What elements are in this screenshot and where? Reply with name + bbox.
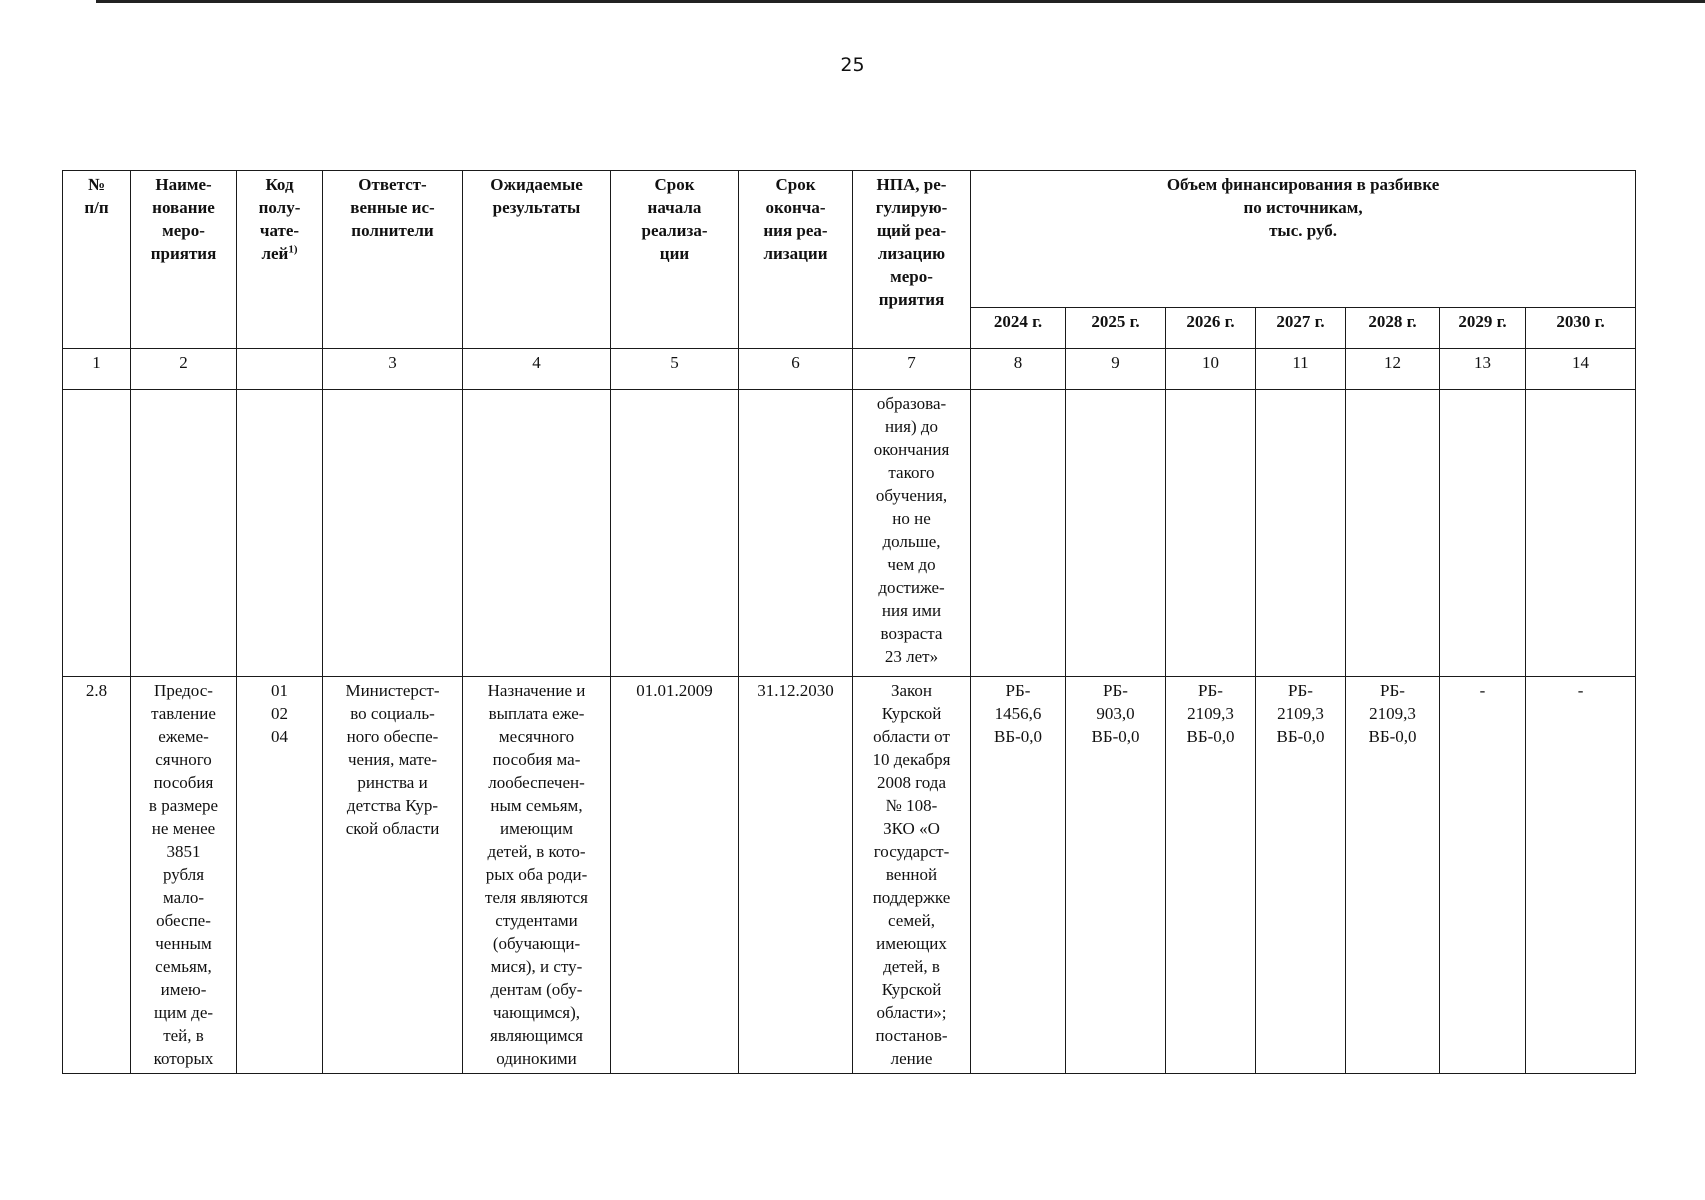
header-year-2030: 2030 г. bbox=[1526, 308, 1636, 349]
header-year-2025: 2025 г. bbox=[1066, 308, 1166, 349]
cont-responsible bbox=[323, 390, 463, 677]
row-funding-2029: - bbox=[1440, 677, 1526, 1074]
colnum-14: 14 bbox=[1526, 349, 1636, 390]
colnum-1: 1 bbox=[63, 349, 131, 390]
cont-2026 bbox=[1166, 390, 1256, 677]
continuation-row bbox=[63, 390, 1636, 677]
cont-start bbox=[611, 390, 739, 677]
colnum-9: 9 bbox=[1066, 349, 1166, 390]
row-funding-2030: - bbox=[1526, 677, 1636, 1074]
header-code-footnote: 1) bbox=[288, 243, 298, 256]
colnum-7: 7 bbox=[853, 349, 971, 390]
header-num: № п/п bbox=[63, 171, 131, 349]
row-responsible: Министерст- во социаль- ного обеспе- чения, мате- ринства и детства Кур- ской области bbox=[323, 677, 463, 1074]
header-year-2027: 2027 г. bbox=[1256, 308, 1346, 349]
row-name: Предос- тавление ежеме- сячного пособия в размере не менее 3851 рубля мало- обеспе- ченным семьям, имею- щим де- тей, в которых bbox=[131, 677, 237, 1074]
cont-end bbox=[739, 390, 853, 677]
cont-name bbox=[131, 390, 237, 677]
cont-2030 bbox=[1526, 390, 1636, 677]
row-funding-2025: РБ- 903,0 ВБ-0,0 bbox=[1066, 677, 1166, 1074]
colnum-5: 5 bbox=[611, 349, 739, 390]
header-code-text: Код полу- чате- лей bbox=[258, 175, 301, 263]
header-funding: Объем финансирования в разбивке по источникам, тыс. руб. bbox=[971, 171, 1636, 308]
colnum-blank bbox=[237, 349, 323, 390]
cont-code bbox=[237, 390, 323, 677]
row-code: 01 02 04 bbox=[237, 677, 323, 1074]
row-funding-2027: РБ- 2109,3 ВБ-0,0 bbox=[1256, 677, 1346, 1074]
column-numbers-row bbox=[63, 349, 1636, 390]
table-row bbox=[63, 677, 1636, 1074]
header-responsible: Ответст- венные ис- полнители bbox=[323, 171, 463, 349]
header-start: Срок начала реализа- ции bbox=[611, 171, 739, 349]
top-rule bbox=[96, 0, 1705, 3]
header-name: Наиме- нование меро- приятия bbox=[131, 171, 237, 349]
funding-table bbox=[62, 170, 1636, 1074]
row-start: 01.01.2009 bbox=[611, 677, 739, 1074]
header-year-2026: 2026 г. bbox=[1166, 308, 1256, 349]
row-end: 31.12.2030 bbox=[739, 677, 853, 1074]
cont-2028 bbox=[1346, 390, 1440, 677]
header-code bbox=[237, 171, 323, 349]
cont-2025 bbox=[1066, 390, 1166, 677]
colnum-13: 13 bbox=[1440, 349, 1526, 390]
cont-2029 bbox=[1440, 390, 1526, 677]
page-number: 25 bbox=[840, 54, 865, 76]
row-funding-2026: РБ- 2109,3 ВБ-0,0 bbox=[1166, 677, 1256, 1074]
header-year-2028: 2028 г. bbox=[1346, 308, 1440, 349]
colnum-10: 10 bbox=[1166, 349, 1256, 390]
colnum-12: 12 bbox=[1346, 349, 1440, 390]
colnum-3: 3 bbox=[323, 349, 463, 390]
cont-2024 bbox=[971, 390, 1066, 677]
row-npa: Закон Курской области от 10 декабря 2008 года № 108- ЗКО «О государст- венной поддержке семей, имеющих детей, в Курской области»; постанов- ление bbox=[853, 677, 971, 1074]
header-year-2029: 2029 г. bbox=[1440, 308, 1526, 349]
colnum-11: 11 bbox=[1256, 349, 1346, 390]
header-end: Срок оконча- ния реа- лизации bbox=[739, 171, 853, 349]
colnum-2: 2 bbox=[131, 349, 237, 390]
row-funding-2028: РБ- 2109,3 ВБ-0,0 bbox=[1346, 677, 1440, 1074]
cont-num bbox=[63, 390, 131, 677]
row-num: 2.8 bbox=[63, 677, 131, 1074]
header-results: Ожидаемые результаты bbox=[463, 171, 611, 349]
colnum-4: 4 bbox=[463, 349, 611, 390]
row-results: Назначение и выплата еже- месячного пособия ма- лообеспечен- ным семьям, имеющим детей, в кото- рых оба роди- теля являются студентами (обучающи- мися), и сту- дентам (обу- чающимся), являющимся одинокими bbox=[463, 677, 611, 1074]
colnum-8: 8 bbox=[971, 349, 1066, 390]
header-year-2024: 2024 г. bbox=[971, 308, 1066, 349]
header-npa: НПА, ре- гулирую- щий реа- лизацию меро- приятия bbox=[853, 171, 971, 349]
cont-2027 bbox=[1256, 390, 1346, 677]
cont-npa: образова- ния) до окончания такого обучения, но не дольше, чем до достиже- ния ими возраста 23 лет» bbox=[853, 390, 971, 677]
colnum-6: 6 bbox=[739, 349, 853, 390]
row-funding-2024: РБ- 1456,6 ВБ-0,0 bbox=[971, 677, 1066, 1074]
cont-results bbox=[463, 390, 611, 677]
